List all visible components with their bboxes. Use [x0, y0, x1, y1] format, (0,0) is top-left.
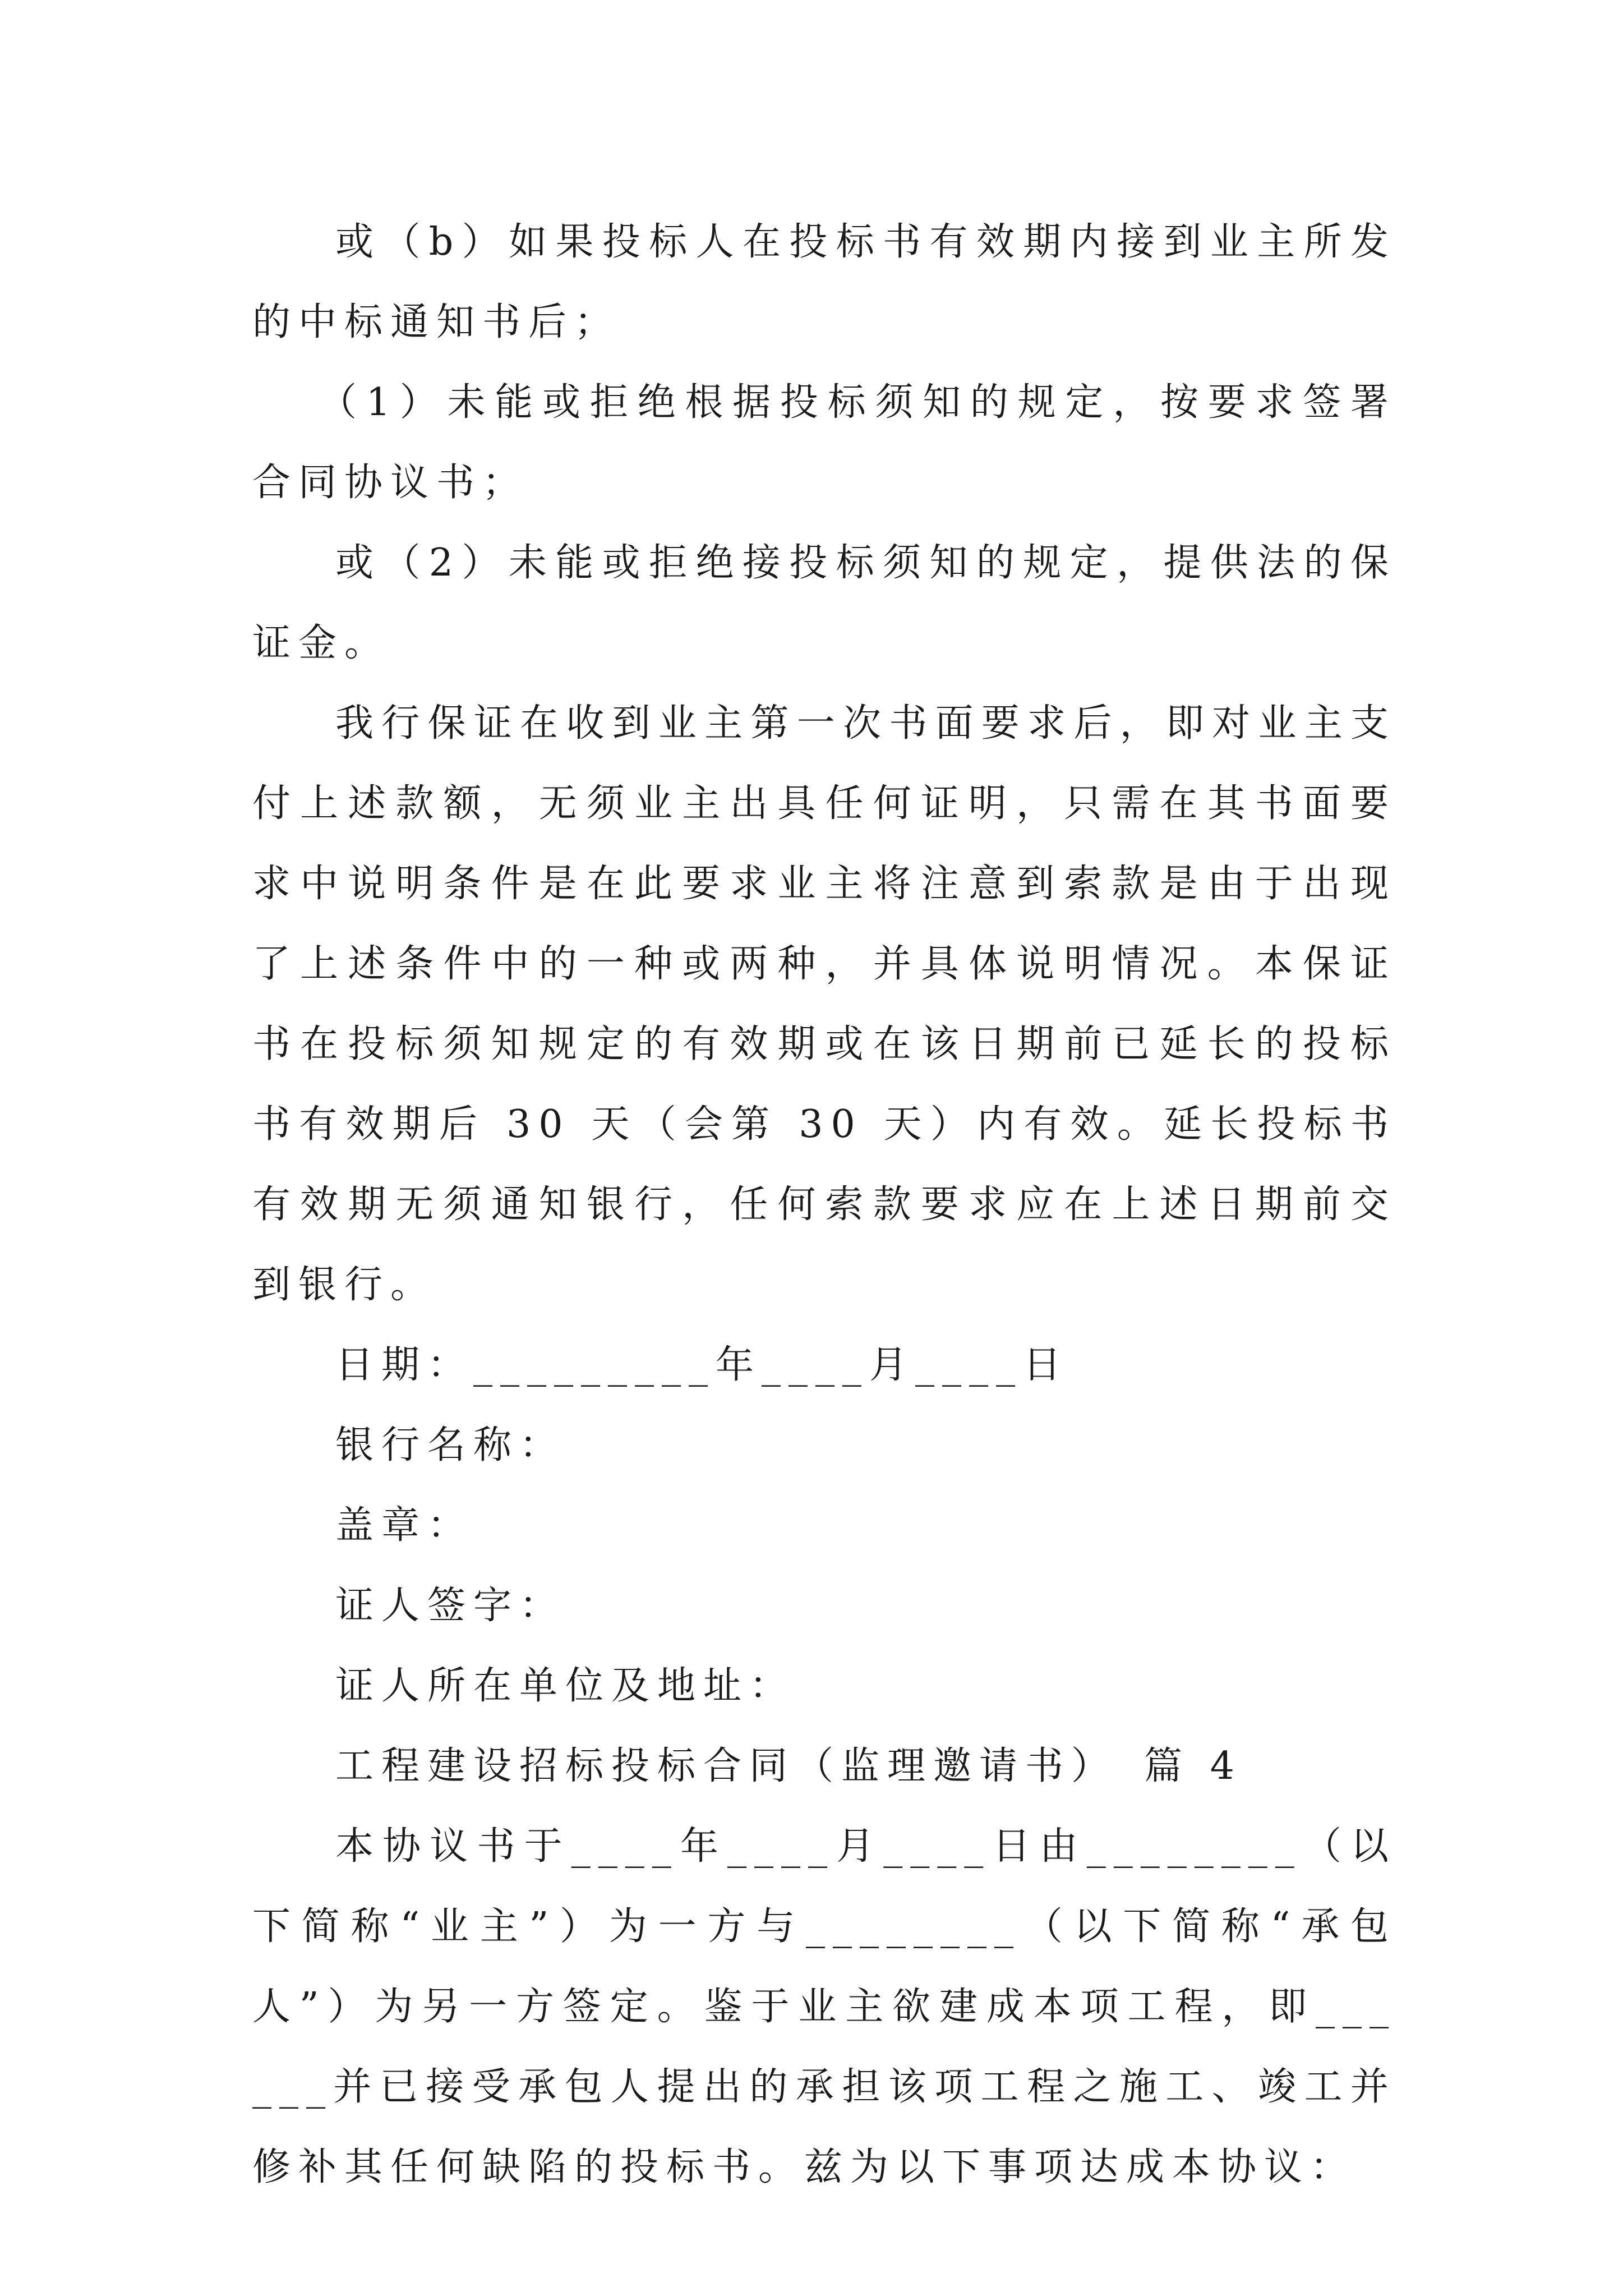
paragraph-agreement: 本协议书于____年____月____日由________（以下简称“业主”）为一方与________（以下简称“承包人”）为另一方签定。鉴于业主欲建成本项工程，即______并已接受承包人提出的承担该项工程之施工、竣工并修补其任何缺陷的投标书。兹为以下事项达成本协议： — [252, 1824, 1396, 2189]
section-heading: 工程建设招标投标合同（监理邀请书） 篇 4 — [335, 1744, 1242, 1788]
paragraph-condition-b: 或（b）如果投标人在投标书有效期内接到业主所发的中标通知书后； — [252, 220, 1396, 344]
document-body — [252, 202, 1396, 2207]
bank-name-line: 银行名称： — [335, 1423, 566, 1467]
seal-line: 盖章： — [335, 1503, 474, 1548]
paragraph-condition-2: 或（2）未能或拒绝接投标须知的规定，提供法的保证金。 — [252, 541, 1396, 665]
paragraph-condition-1: （1）未能或拒绝根据投标须知的规定，按要求签署合同协议书； — [252, 380, 1396, 505]
date-line: 日期：_________年____月____日 — [335, 1343, 1069, 1387]
witness-signature-line: 证人签字： — [335, 1584, 566, 1628]
witness-address-line: 证人所在单位及地址： — [335, 1664, 796, 1708]
paragraph-guarantee-terms: 我行保证在收到业主第一次书面要求后，即对业主支付上述款额，无须业主出具任何证明，只需在其书面要求中说明条件是在此要求业主将注意到索款是由于出现了上述条件中的一种或两种，并具体说明情况。本保证书在投标须知规定的有效期或在该日期前已延长的投标书有效期后 30 天（会第 30 天）内有效。延长投标书有效期无须通知银行，任何索款要求应在上述日期前交到银行。 — [252, 701, 1396, 1307]
